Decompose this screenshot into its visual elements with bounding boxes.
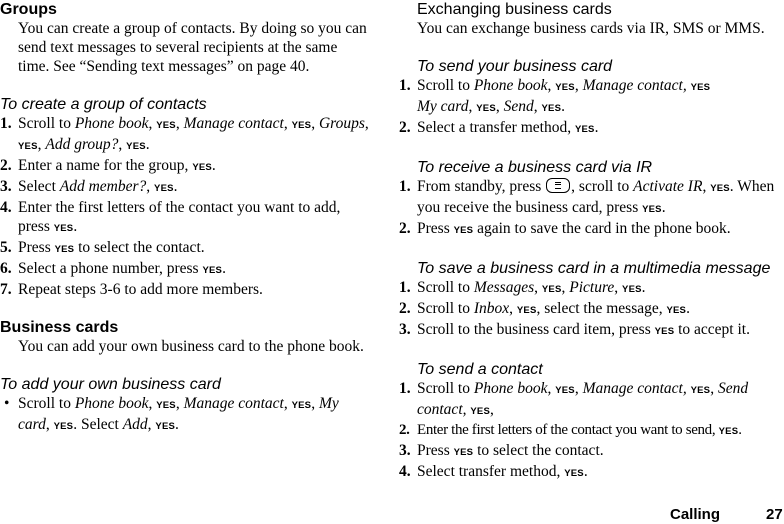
- left-column: [0, 0, 372, 436]
- create-step-4: [0, 198, 372, 238]
- yes-key: YES: [564, 468, 584, 479]
- text-run: 1.: [399, 178, 411, 195]
- text-run: ,: [45, 416, 54, 433]
- text-run: .: [738, 422, 742, 438]
- yes-key: YES: [710, 183, 730, 194]
- text-run: My card: [18, 395, 339, 433]
- text-run: Add group?: [45, 136, 119, 153]
- text-run: 3.: [0, 178, 12, 195]
- yes-key: YES: [574, 124, 595, 135]
- yes-key: YES: [555, 385, 575, 396]
- text-run: .: [641, 279, 646, 296]
- text-run: 7.: [0, 281, 12, 298]
- add-card-heading: To add your own business card: [0, 376, 221, 393]
- text-run: 2.: [399, 220, 411, 237]
- mms-step-1: [399, 278, 784, 299]
- contact-step-2: [399, 421, 784, 441]
- yes-key: YES: [654, 326, 675, 337]
- text-run: 5.: [0, 239, 12, 256]
- text-run: Manage contact,: [582, 77, 687, 94]
- text-run: Select transfer method,: [417, 463, 565, 480]
- text-run: ,: [495, 98, 504, 115]
- text-run: ,: [574, 380, 583, 397]
- yes-key: YES: [453, 447, 474, 458]
- text-run: to select the contact.: [473, 442, 604, 459]
- yes-key: YES: [291, 120, 312, 131]
- text-run: .: [175, 416, 179, 433]
- send-card-heading: To send your business card: [417, 58, 613, 75]
- text-run: ,: [283, 115, 292, 132]
- text-run: 2.: [399, 119, 411, 136]
- text-run: Manage contact: [183, 115, 284, 132]
- yes-key: YES: [54, 244, 75, 255]
- text-run: From standby, press: [417, 178, 546, 195]
- text-run: Add: [122, 416, 148, 433]
- receive-step-1: [399, 177, 784, 219]
- text-run: Select: [18, 178, 60, 195]
- yes-key: YES: [642, 204, 662, 215]
- page-number: 27: [766, 506, 783, 523]
- menu-key-icon: [546, 178, 570, 193]
- send-card-step-1: [399, 76, 784, 118]
- text-run: 1.: [399, 279, 411, 296]
- business-cards-heading: Business cards: [0, 319, 119, 336]
- text-run: Scroll to: [417, 300, 474, 317]
- text-run: ,: [561, 279, 570, 296]
- yes-key: YES: [155, 421, 176, 432]
- text-run: .: [145, 136, 150, 153]
- text-run: ,: [175, 115, 184, 132]
- text-run: Scroll to: [18, 395, 75, 412]
- text-run: ,: [175, 395, 184, 412]
- right-column: [399, 0, 784, 483]
- yes-key: YES: [470, 406, 490, 417]
- mms-card-heading: To save a business card in a multimedia message: [417, 260, 771, 277]
- text-run: 3.: [399, 321, 411, 338]
- text-run: ,: [574, 77, 583, 94]
- create-step-3: [0, 177, 372, 198]
- text-run: .: [173, 178, 178, 195]
- text-run: Send: [503, 98, 534, 115]
- send-card-step-2: [399, 118, 784, 139]
- create-step-5: [0, 238, 372, 259]
- text-run: ,: [148, 115, 157, 132]
- text-run: ,: [489, 401, 494, 418]
- text-run: •: [4, 395, 10, 412]
- text-run: again to save the card in the phone book.: [473, 220, 731, 237]
- yes-key: YES: [291, 400, 312, 411]
- text-run: .: [211, 157, 216, 174]
- text-run: 1.: [399, 380, 411, 397]
- text-run: Select a transfer method,: [417, 119, 575, 136]
- text-run: Groups: [318, 115, 365, 132]
- text-run: Enter the first letters of the contact you want to send,: [417, 422, 719, 438]
- yes-key: YES: [53, 421, 74, 432]
- add-card-step: [0, 394, 372, 436]
- yes-key: YES: [690, 82, 711, 93]
- text-run: 2.: [399, 300, 411, 317]
- text-run: ,: [37, 136, 46, 153]
- yes-key: YES: [202, 265, 223, 276]
- text-run: .: [661, 199, 666, 216]
- text-run: to accept it.: [674, 321, 750, 338]
- yes-key: YES: [53, 223, 74, 234]
- create-step-7: [0, 280, 372, 299]
- text-run: 3.: [399, 442, 411, 459]
- yes-key: YES: [718, 426, 739, 437]
- text-run: ,: [311, 115, 319, 132]
- text-run: .: [561, 98, 565, 115]
- text-run: Manage contact,: [582, 380, 687, 397]
- text-run: Scroll to: [417, 380, 474, 397]
- yes-key: YES: [453, 225, 474, 236]
- exchange-intro: You can exchange business cards via IR, SMS or MMS.: [417, 20, 765, 37]
- text-run: .: [594, 119, 599, 136]
- text-run: ,: [283, 395, 292, 412]
- business-cards-intro: You can add your own business card to the phone book.: [18, 338, 364, 355]
- groups-intro: You can create a group of contacts. By doing so you can send text messages to several recipients at the same time. See “Sending text messages” on page 40.: [18, 20, 367, 75]
- text-run: Scroll to the business card item, press: [417, 321, 655, 338]
- text-run: . Select: [73, 416, 123, 433]
- text-run: .: [73, 218, 78, 235]
- text-run: ,: [533, 98, 542, 115]
- text-run: Press: [18, 239, 55, 256]
- yes-key: YES: [541, 103, 562, 114]
- text-run: , scroll to: [571, 178, 634, 195]
- text-run: Enter a name for the group,: [18, 157, 193, 174]
- text-run: .: [686, 300, 690, 317]
- groups-heading: Groups: [0, 1, 57, 18]
- text-run: Manage contact: [183, 395, 284, 412]
- text-run: ,: [468, 98, 477, 115]
- text-run: Press: [417, 442, 454, 459]
- text-run: Activate IR: [633, 178, 703, 195]
- text-run: Press: [417, 220, 454, 237]
- text-run: 2.: [0, 157, 12, 174]
- text-run: Select a phone number, press: [18, 260, 203, 277]
- text-run: ,: [614, 279, 623, 296]
- text-run: Add member?: [59, 178, 147, 195]
- contact-step-4: [399, 462, 784, 483]
- text-run: ,: [118, 136, 127, 153]
- yes-key: YES: [622, 284, 642, 295]
- text-run: ,: [148, 395, 157, 412]
- text-run: My card: [417, 98, 469, 115]
- text-run: Repeat steps 3-6 to add more members.: [18, 281, 263, 298]
- mms-step-3: [399, 320, 784, 341]
- contact-step-1: [399, 379, 784, 421]
- text-run: . When you receive the business card, press: [417, 178, 775, 216]
- create-group-heading: To create a group of contacts: [0, 96, 207, 113]
- text-run: Send contact,: [417, 380, 749, 418]
- contact-step-3: [399, 441, 784, 462]
- text-run: to select the contact.: [74, 239, 205, 256]
- create-step-1: [0, 114, 372, 156]
- receive-card-heading: To receive a business card via IR: [417, 159, 653, 176]
- text-run: .: [222, 260, 226, 277]
- create-step-6: [0, 259, 372, 280]
- text-run: ,: [547, 77, 556, 94]
- text-run: 4.: [0, 199, 12, 216]
- yes-key: YES: [516, 305, 537, 316]
- text-run: ,: [364, 115, 369, 132]
- text-run: Scroll to: [417, 279, 474, 296]
- create-step-2: [0, 156, 372, 177]
- text-run: Phone book: [473, 380, 548, 397]
- text-run: ,: [311, 395, 319, 412]
- text-run: ,: [147, 416, 156, 433]
- text-run: .: [583, 463, 588, 480]
- text-run: 6.: [0, 260, 12, 277]
- text-run: Enter the first letters of the contact you want to add, press: [18, 199, 341, 235]
- yes-key: YES: [156, 400, 176, 411]
- exchange-heading: Exchanging business cards: [417, 1, 612, 18]
- text-run: ,: [534, 279, 542, 296]
- send-contact-heading: To send a contact: [417, 361, 543, 378]
- text-run: Scroll to: [417, 77, 474, 94]
- yes-key: YES: [476, 103, 496, 114]
- text-run: ,: [710, 380, 718, 397]
- text-run: ,: [146, 178, 155, 195]
- text-run: Scroll to: [18, 115, 75, 132]
- text-run: Phone book: [74, 115, 149, 132]
- yes-key: YES: [126, 141, 146, 152]
- yes-key: YES: [192, 162, 212, 173]
- footer-section-title: Calling: [670, 506, 721, 523]
- yes-key: YES: [18, 141, 38, 152]
- mms-step-2: [399, 299, 784, 320]
- text-run: 1.: [399, 77, 411, 94]
- yes-key: YES: [690, 385, 711, 396]
- text-run: Inbox: [473, 300, 510, 317]
- text-run: ,: [702, 178, 711, 195]
- yes-key: YES: [555, 82, 575, 93]
- text-run: ,: [547, 380, 556, 397]
- text-run: Messages: [473, 279, 535, 296]
- text-run: , select the message,: [536, 300, 667, 317]
- text-run: 4.: [399, 463, 411, 480]
- text-run: Phone book: [74, 395, 149, 412]
- text-run: 1.: [0, 115, 12, 132]
- text-run: Phone book: [473, 77, 548, 94]
- yes-key: YES: [666, 305, 687, 316]
- yes-key: YES: [154, 183, 174, 194]
- text-run: ,: [509, 300, 517, 317]
- yes-key: YES: [541, 284, 562, 295]
- yes-key: YES: [156, 120, 176, 131]
- text-run: Picture: [569, 279, 615, 296]
- receive-step-2: [399, 219, 784, 240]
- text-run: 2.: [399, 422, 410, 438]
